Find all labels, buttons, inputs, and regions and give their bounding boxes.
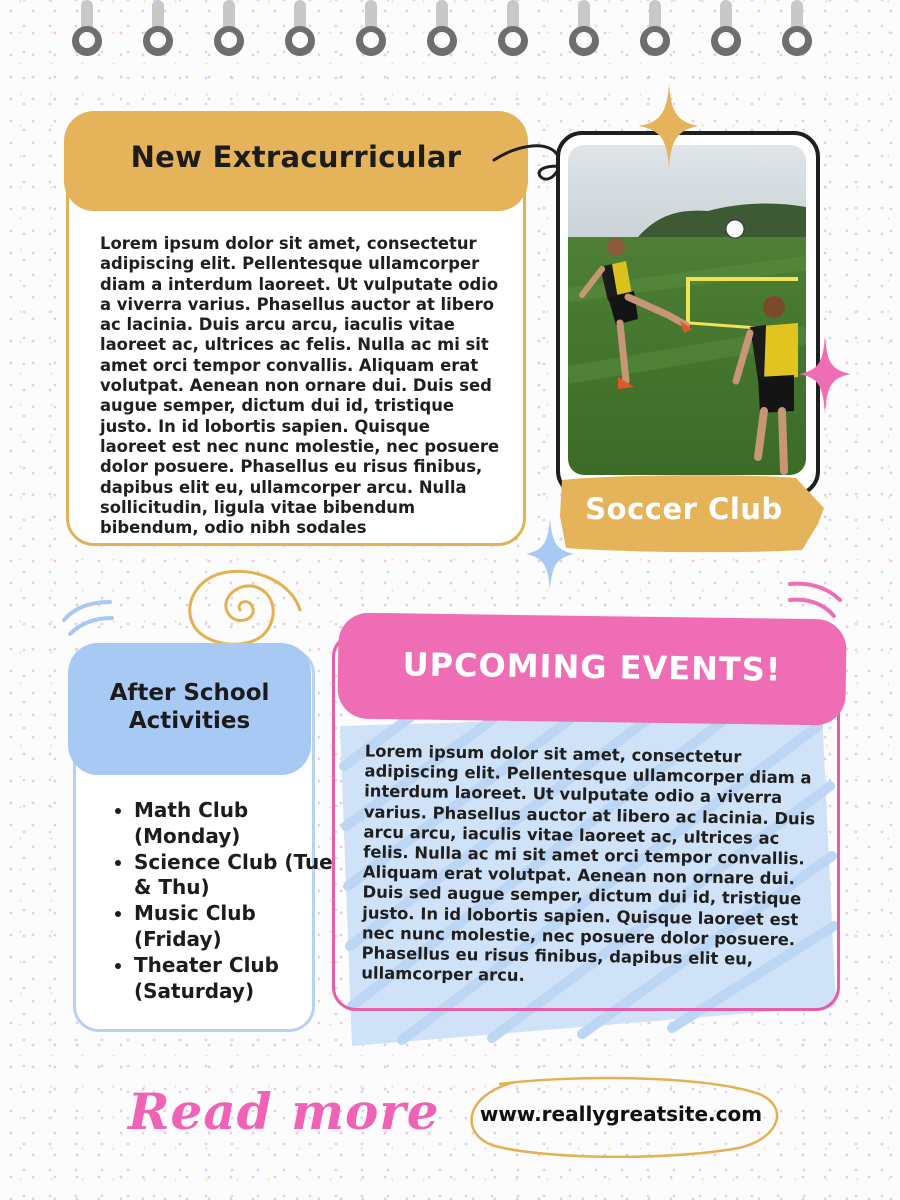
sparkle-icon [524, 516, 576, 592]
binding-ring-icon [569, 0, 599, 58]
binding-ring-icon [285, 0, 315, 58]
photo-caption: Soccer Club [585, 492, 783, 526]
sparkle-icon [637, 82, 701, 170]
read-more-link[interactable]: Read more [128, 1082, 440, 1141]
list-item: • Science Club (Tue & Thu) [134, 850, 334, 902]
spiral-binding [0, 0, 900, 60]
list-item: • Theater Club (Saturday) [134, 953, 334, 1005]
binding-ring-icon [782, 0, 812, 58]
binding-ring-icon [72, 0, 102, 58]
list-item: • Math Club (Monday) [134, 798, 334, 850]
soccer-photo-illustration [568, 145, 806, 475]
sparkle-icon [797, 334, 853, 416]
binding-ring-icon [214, 0, 244, 58]
extracurricular-body-text: Lorem ipsum dolor sit amet, consectetur adipiscing elit. Pellentesque ullamcorper diam a interdum laoreet. Ut vulputate odio a viverra varius. Phasellus auctor at libero ac lacinia. Duis arcu arcu, iaculis vitae laoreet ac, ultrices ac felis. Nulla ac mi sit amet orci tempor convallis. Aliquam erat volutpat. Aenean non ornare dui. Duis sed augue semper, dictum dui id, tristique justo. In id lobortis sapien. Quisque laoreet est nec nunc molestie, nec posuere dolor posuere. Phasellus eu risus finibus, dapibus elit eu, ullamcorper arcu. Nulla sollicitudin, ligula vitae bibendum bibendum, odio nibh sodales [100, 234, 500, 538]
motion-lines-icon [786, 578, 846, 624]
list-item: • Music Club (Friday) [134, 901, 334, 953]
website-link[interactable]: www.reallygreatsite.com [479, 1102, 763, 1126]
motion-lines-icon [60, 598, 116, 642]
swirl-doodle-icon [178, 566, 306, 652]
binding-ring-icon [711, 0, 741, 58]
binding-ring-icon [498, 0, 528, 58]
extracurricular-title: New Extracurricular [130, 140, 462, 174]
events-title: UPCOMING EVENTS! [402, 645, 782, 689]
binding-ring-icon [640, 0, 670, 58]
events-body-text: Lorem ipsum dolor sit amet, consectetur adipiscing elit. Pellentesque ullamcorper diam a interdum laoreet. Ut vulputate odio a viverra varius. Phasellus auctor at libero ac lacinia. Duis arcu arcu, iaculis vitae laoreet ac, ultrices ac felis. Nulla ac mi sit amet orci tempor convallis. Aliquam erat volutpat. Aenean non ornare dui. Duis sed augue semper, dictum dui id, tristique justo. In id lobortis sapien. Quisque laoreet est nec nunc molestie, nec posuere dolor posuere. Phasellus eu risus finibus, dapibus elit eu, ullamcorper arcu. [361, 741, 816, 986]
soccer-photo [568, 145, 806, 475]
binding-ring-icon [143, 0, 173, 58]
binding-ring-icon [356, 0, 386, 58]
binding-ring-icon [427, 0, 457, 58]
activities-list [112, 798, 334, 1004]
after-school-title: After School Activities [109, 680, 270, 734]
